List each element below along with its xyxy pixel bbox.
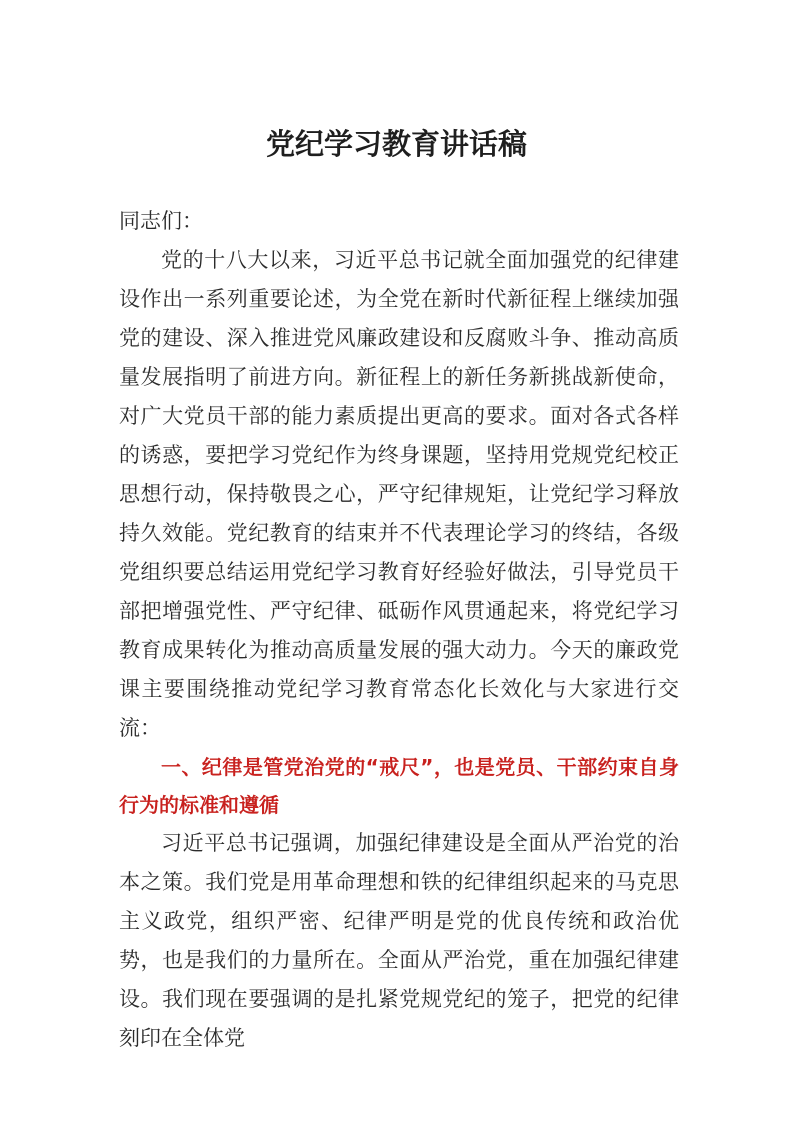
section-heading-1: 一、纪律是管党治党的“戒尺”，也是党员、干部约束自身行为的标准和遵循 [119,755,679,817]
salutation: 同志们： [119,209,203,233]
body-paragraph-intro: 党的十八大以来，习近平总书记就全面加强党的纪律建设作出一系列重要论述，为全党在新时代新征程上继续加强党的建设、深入推进党风廉政建设和反腐败斗争、推动高质量发展指明了前进方向。新征程上的新任务新挑战新使命，对广大党员干部的能力素质提出更高的要求。面对各式各样的诱惑，要把学习党纪作为终身课题，坚持用党规党纪校正思想行动，保持敬畏之心，严守纪律规矩，让党纪学习释放持久效能。党纪教育的结束并不代表理论学习的终结，各级党组织要总结运用党纪学习教育好经验好做法，引导党员干部把增强党性、严守纪律、砥砺作风贯通起来，将党纪学习教育成果转化为推动高质量发展的强大动力。今天的廉政党课主要围绕推动党纪学习教育常态化长效化与大家进行交流： [119,248,679,740]
body-paragraph-section-1: 习近平总书记强调，加强纪律建设是全面从严治党的治本之策。我们党是用革命理想和铁的纪律组织起来的马克思主义政党，组织严密、纪律严明是党的优良传统和政治优势，也是我们的力量所在。全面从严治党，重在加强纪律建设。我们现在要强调的是扎紧党规党纪的笼子，把党的纪律刻印在全体党 [119,831,679,1050]
document-body [119,202,679,1058]
document-title: 党纪学习教育讲话稿 [265,127,527,161]
